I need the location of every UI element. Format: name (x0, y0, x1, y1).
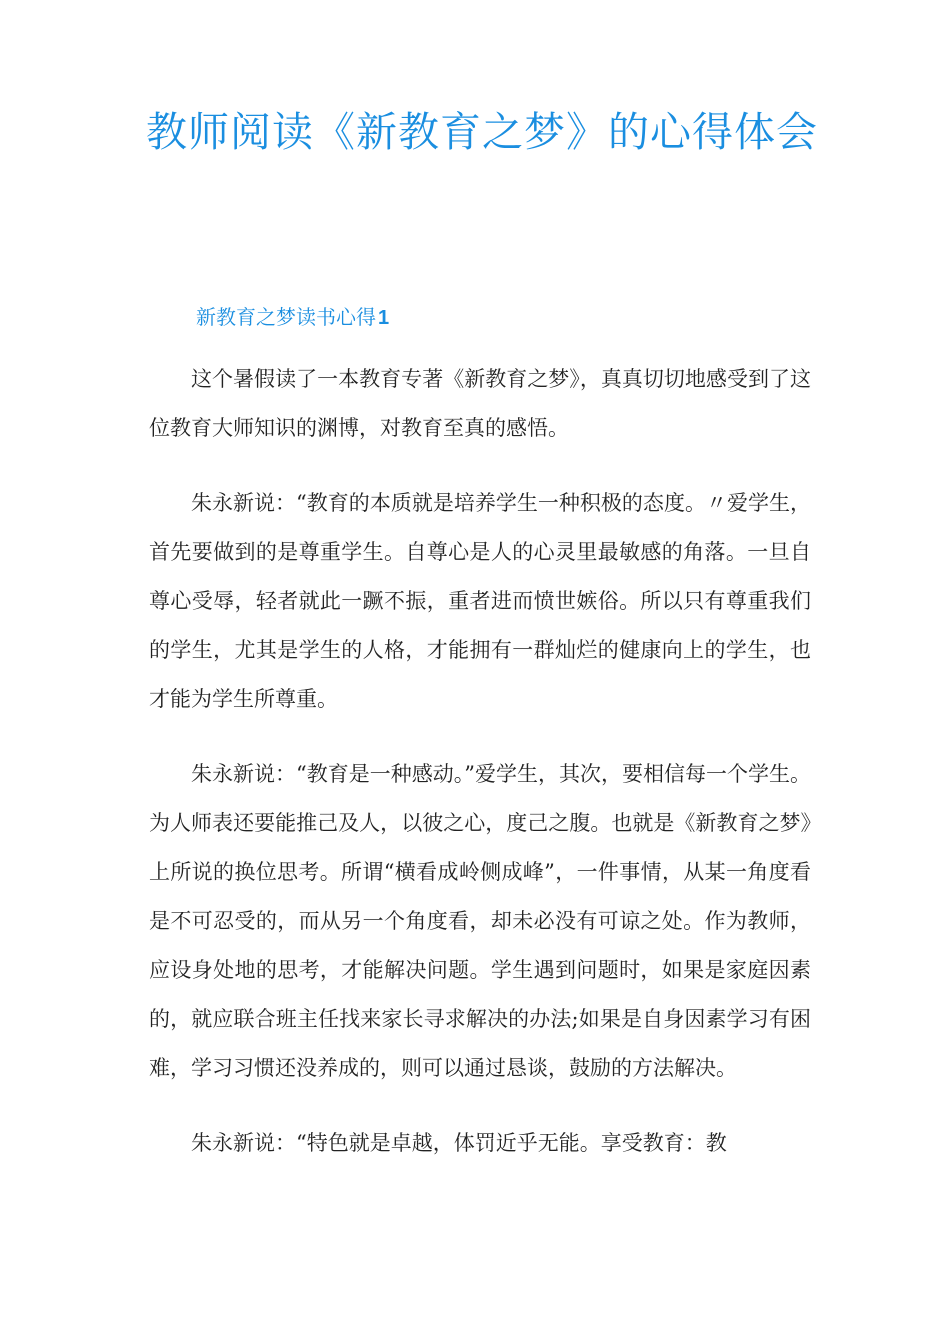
document-body (149, 355, 811, 1194)
paragraph-1: 这个暑假读了一本教育专著《新教育之梦》，真真切切地感受到了这位教育大师知识的渊博，对教育至真的感悟。 (149, 367, 811, 440)
document-title: 教师阅读《新教育之梦》的心得体会 (146, 108, 818, 156)
section-number: 1 (378, 307, 390, 329)
paragraph-4: 朱永新说：“特色就是卓越，体罚近乎无能。享受教育：教 (191, 1131, 727, 1155)
section-heading-text: 新教育之梦读书心得 (196, 305, 376, 329)
paragraph-3: 朱永新说：“教育是一种感动。”爱学生，其次，要相信每一个学生。为人师表还要能推己及人，以彼之心，度己之腹。也就是《新教育之梦》上所说的换位思考。所谓“横看成岭侧成峰”，一件事情，从某一角度看是不可忍受的，而从另一个角度看，却未必没有可谅之处。作为教师，应设身处地的思考，才能解决问题。学生遇到问题时，如果是家庭因素的，就应联合班主任找来家长寻求解决的办法;如果是自身因素学习有困难，学习习惯还没养成的，则可以通过恳谈，鼓励的方法解决。 (149, 762, 811, 1080)
section-heading (196, 303, 389, 332)
paragraph-2: 朱永新说：“教育的本质就是培养学生一种积极的态度。〃爱学生，首先要做到的是尊重学生。自尊心是人的心灵里最敏感的角落。一旦自尊心受辱，轻者就此一蹶不振，重者进而愤世嫉俗。所以只有尊重我们的学生，尤其是学生的人格，才能拥有一群灿烂的健康向上的学生，也才能为学生所尊重。 (149, 491, 811, 711)
